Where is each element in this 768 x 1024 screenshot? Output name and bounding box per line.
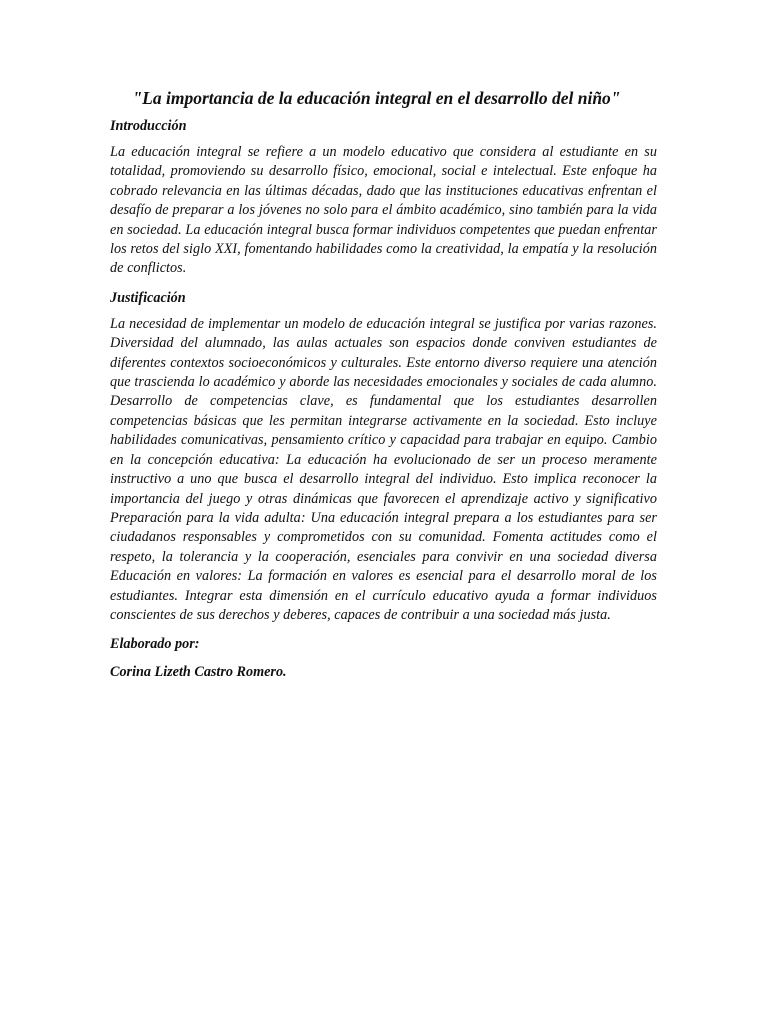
section-body-justificacion: La necesidad de implementar un modelo de educación integral se justifica por varias razones. Diversidad del alumnado, las aulas actuales son espacios donde conviven estudiantes de diferentes contextos socioeconómicos y culturales. Este entorno diverso requiere una atención que trascienda lo académico y aborde las necesidades emocionales y sociales de cada alumno. Desarrollo de competencias clave, es fundamental que los estudiantes desarrollen competencias básicas que les permitan integrarse activamente en la sociedad. Esto incluye habilidades comunicativas, pensamiento crítico y capacidad para trabajar en equipo. Cambio en la concepción educativa: La educación ha evolucionado de ser un proceso meramente instructivo a uno que busca el desarrollo integral del individuo. Esto implica reconocer la importancia del juego y otras dinámicas que favorecen el aprendizaje activo y significativo Preparación para la vida adulta: Una educación integral prepara a los estudiantes para ser ciudadanos responsables y comprometidos con su comunidad. Fomenta actitudes como el respeto, la tolerancia y la cooperación, esenciales para convivir en una sociedad diversa Educación en valores: La formación en valores es esencial para el desarrollo moral de los estudiantes. Integrar esta dimensión en el currículo educativo ayuda a formar individuos conscientes de sus derechos y deberes, capaces de contribuir a una sociedad más justa. [110, 315, 657, 623]
section-heading-introduccion: Introducción [110, 118, 187, 134]
author-name: Corina Lizeth Castro Romero. [110, 664, 287, 681]
author-label: Elaborado por: [110, 636, 200, 653]
document-title: "La importancia de la educación integral en el desarrollo del niño" [132, 88, 621, 108]
section-body-introduccion: La educación integral se refiere a un modelo educativo que considera al estudiante en su totalidad, promoviendo su desarrollo físico, emocional, social e intelectual. Este enfoque ha cobrado relevancia en las últimas décadas, dado que las instituciones educativas enfrentan el desafío de preparar a los jóvenes no solo para el ámbito académico, sino también para la vida en sociedad. La educación integral busca formar individuos competentes que puedan enfrentar los retos del siglo XXI, fomentando habilidades como la creatividad, la empatía y la resolución de conflictos. [110, 144, 657, 277]
document-page [110, 86, 657, 682]
section-heading-justificacion: Justificación [110, 289, 186, 306]
